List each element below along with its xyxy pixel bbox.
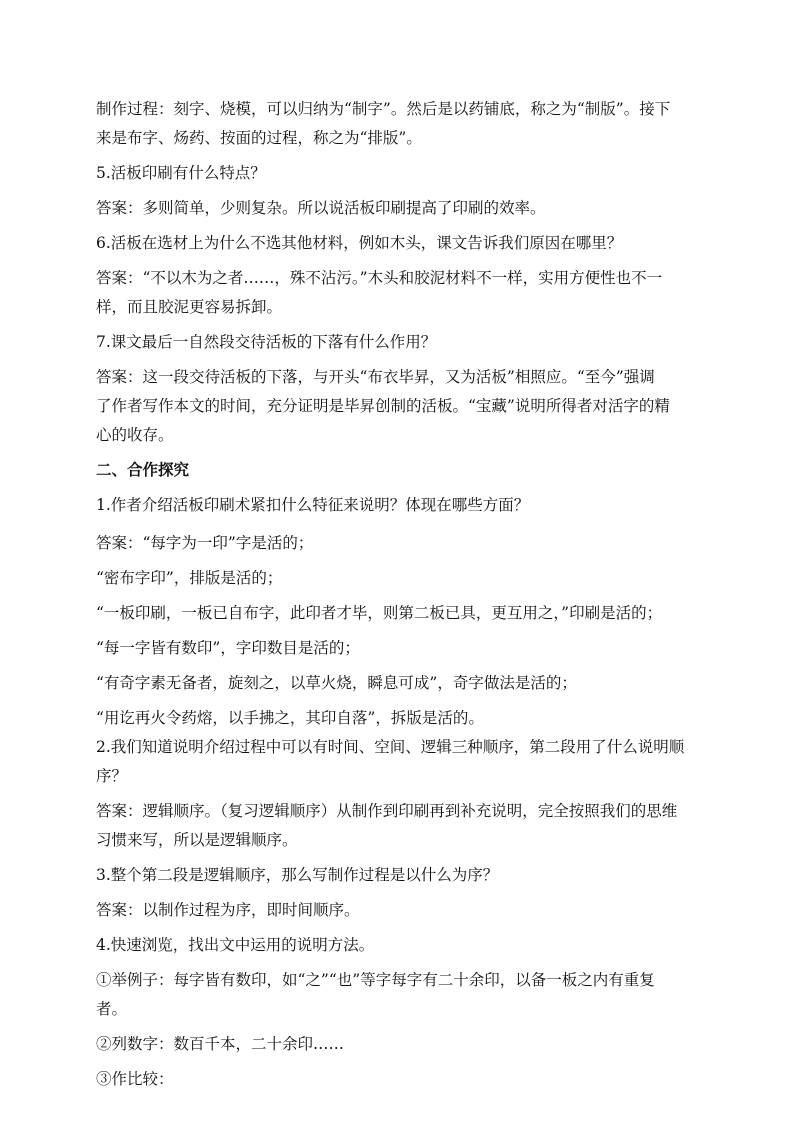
document-body <box>96 95 706 1094</box>
answer-5: 答案：多则简单，少则复杂。所以说活板印刷提高了印刷的效率。 <box>96 199 546 217</box>
answer-3: 答案：以制作过程为序，即时间顺序。 <box>96 901 360 919</box>
answer-1-item: “有奇字素无备者，旋刻之，以草火烧，瞬息可成”，奇字做法是活的； <box>96 674 577 692</box>
answer-1-item: “密布字印”，排版是活的； <box>96 569 283 587</box>
method-numbers: ②列数字：数百千本，二十余印…… <box>96 1035 345 1053</box>
answer-7-cont: 心的收存。 <box>96 426 174 444</box>
question-2-cont: 序？ <box>96 767 128 785</box>
answer-1: 答案：“每字为一印”字是活的； <box>96 534 314 552</box>
answer-2-cont: 习惯来写，所以是逻辑顺序。 <box>96 831 298 849</box>
answer-1-item: “一板印刷，一板已自布字，此印者才毕，则第二板已具，更互用之，”印刷是活的； <box>96 604 663 622</box>
question-3: 3.整个第二段是逻辑顺序，那么写制作过程是以什么为序？ <box>96 866 499 884</box>
answer-1-item: “每一字皆有数印”，字印数目是活的； <box>96 639 360 657</box>
question-5: 5.活板印刷有什么特点？ <box>96 164 266 182</box>
method-example: ①举例子：每字皆有数印，如“之”“也”等字每字有二十余印，以备一板之内有重复 <box>96 971 655 989</box>
answer-6-cont: 样，而且胶泥更容易拆卸。 <box>96 298 283 316</box>
answer-7-cont: 了作者写作本文的时间，充分证明是毕昇创制的活板。“宝藏”说明所得者对活字的精 <box>96 397 670 415</box>
section-heading: 二、合作探究 <box>96 461 190 479</box>
answer-2: 答案：逻辑顺序。（复习逻辑顺序）从制作到印刷再到补充说明，完全按照我们的思维 <box>96 802 678 820</box>
method-example-cont: 者。 <box>96 1000 128 1018</box>
text-line: 来是布字、炀药、按面的过程，称之为“排版”。 <box>96 129 422 147</box>
method-comparison: ③作比较： <box>96 1070 174 1088</box>
question-7: 7.课文最后一自然段交待活板的下落有什么作用？ <box>96 333 437 351</box>
question-1: 1.作者介绍活板印刷术紧扣什么特征来说明？体现在哪些方面？ <box>96 496 530 514</box>
question-4: 4.快速浏览，找出文中运用的说明方法。 <box>96 936 375 954</box>
answer-7: 答案：这一段交待活板的下落，与开头“布衣毕昇，又为活板”相照应。“至今”强调 <box>96 368 655 386</box>
answer-6: 答案：“不以木为之者……，殊不沾污。”木头和胶泥材料不一样，实用方便性也不一 <box>96 269 663 287</box>
question-6: 6.活板在选材上为什么不选其他材料，例如木头，课文告诉我们原因在哪里？ <box>96 234 623 252</box>
text-line: 制作过程：刻字、烧模，可以归纳为“制字”。然后是以药铺底，称之为“制版”。接下 <box>96 100 671 118</box>
question-2: 2.我们知道说明介绍过程中可以有时间、空间、逻辑三种顺序，第二段用了什么说明顺 <box>96 738 685 756</box>
answer-1-item: “用讫再火令药熔，以手拂之，其印自落”，拆版是活的。 <box>96 709 484 727</box>
